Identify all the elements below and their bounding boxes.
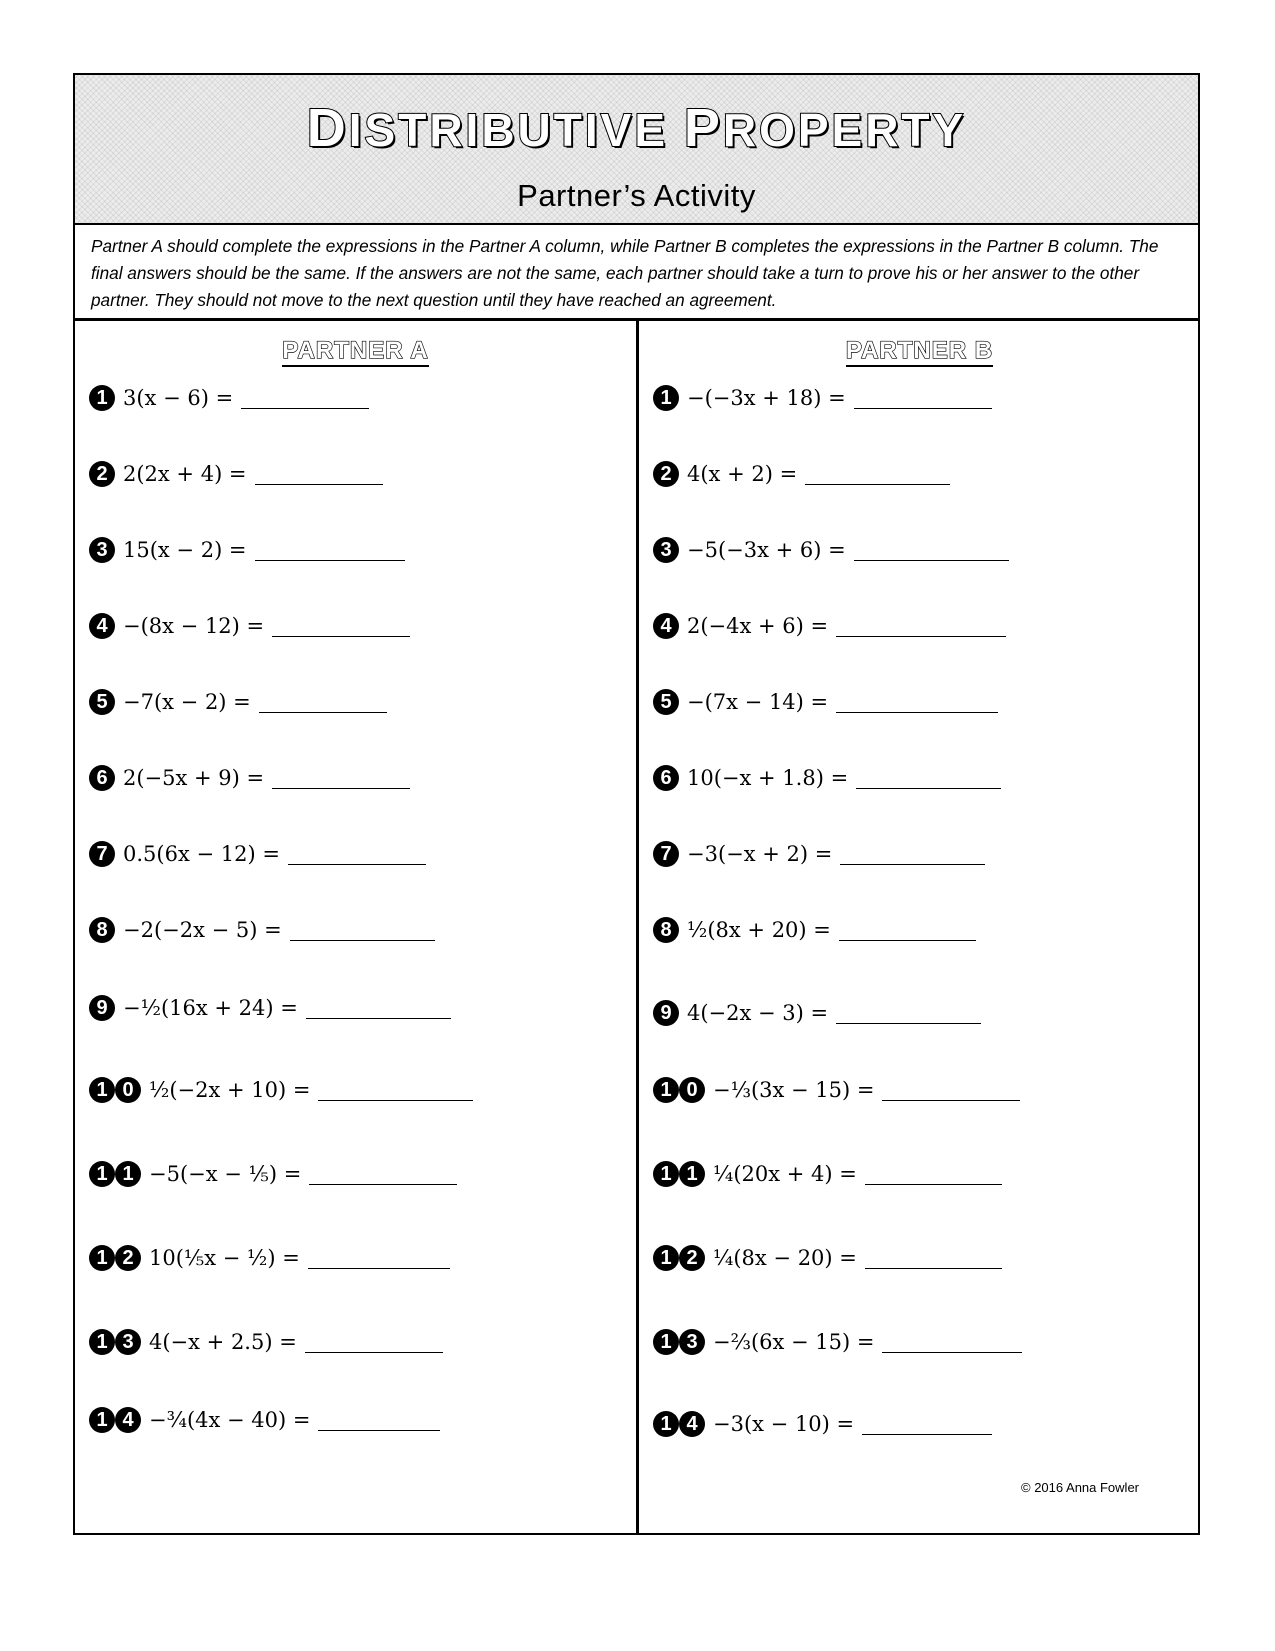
- problem-number-badge: 1 4: [89, 1407, 141, 1433]
- problem-number-badge: 4: [653, 613, 679, 639]
- partner-a-problem-8: [89, 913, 435, 947]
- instructions-text: Partner A should complete the expressions in the Partner A column, while Partner B completes the expressions in the Partner B column. The final answers should be the same. If the answers are not the same, each partner should take a turn to prove his or her answer to the other partner. They should not move to the next question until they have reached an agreement.: [75, 225, 1198, 321]
- partner-a-problem-7: [89, 837, 426, 871]
- partner-b-column: [639, 321, 1200, 1533]
- problem-expression: ¼(20x + 4) =: [713, 1162, 857, 1186]
- problem-expression: 10(⅕x − ½) =: [149, 1246, 300, 1270]
- problem-expression: 2(−5x + 9) =: [123, 766, 265, 790]
- answer-blank[interactable]: [854, 407, 992, 409]
- problem-expression: −5(−3x + 6) =: [687, 538, 846, 562]
- problem-number-badge: 7: [653, 841, 679, 867]
- partner-b-problem-10: [653, 1073, 1020, 1107]
- worksheet: [73, 73, 1200, 1535]
- partner-a-problem-1: [89, 381, 369, 415]
- answer-blank[interactable]: [839, 939, 976, 941]
- problem-expression: 2(−4x + 6) =: [687, 614, 829, 638]
- problem-number-badge: 1 1: [653, 1161, 705, 1187]
- partner-a-column: [75, 321, 639, 1533]
- problem-expression: 10(−x + 1.8) =: [687, 766, 849, 790]
- problem-number-badge: 4: [89, 613, 115, 639]
- problem-expression: −(−3x + 18) =: [687, 386, 846, 410]
- problem-expression: 3(x − 6) =: [123, 386, 234, 410]
- problem-number-badge: 6: [89, 765, 115, 791]
- answer-blank[interactable]: [882, 1099, 1020, 1101]
- problem-number-badge: 5: [89, 689, 115, 715]
- partner-b-problem-13: [653, 1325, 1022, 1359]
- problem-expression: −⅔(6x − 15) =: [713, 1330, 875, 1354]
- answer-blank[interactable]: [255, 559, 405, 561]
- answer-blank[interactable]: [255, 483, 383, 485]
- problem-expression: −5(−x − ⅕) =: [149, 1162, 302, 1186]
- partner-b-heading: PARTNER B: [639, 337, 1200, 365]
- partner-a-problem-9: [89, 991, 451, 1025]
- partner-b-problem-5: [653, 685, 998, 719]
- answer-blank[interactable]: [306, 1017, 451, 1019]
- problem-number-badge: 9: [653, 1000, 679, 1026]
- problem-expression: 4(−x + 2.5) =: [149, 1330, 297, 1354]
- problem-expression: −(7x − 14) =: [687, 690, 829, 714]
- problem-number-badge: 1 2: [653, 1245, 705, 1271]
- partner-a-problem-4: [89, 609, 410, 643]
- partner-a-problem-11: [89, 1157, 457, 1191]
- answer-blank[interactable]: [290, 939, 435, 941]
- answer-blank[interactable]: [318, 1429, 440, 1431]
- problem-expression: ½(8x + 20) =: [687, 918, 831, 942]
- problem-expression: −¾(4x − 40) =: [149, 1408, 311, 1432]
- partner-b-problem-9: [653, 996, 981, 1030]
- problem-number-badge: 1 3: [89, 1329, 141, 1355]
- problem-number-badge: 2: [653, 461, 679, 487]
- problem-number-badge: 7: [89, 841, 115, 867]
- partner-b-problem-3: [653, 533, 1009, 567]
- answer-blank[interactable]: [288, 863, 426, 865]
- answer-blank[interactable]: [272, 635, 410, 637]
- partner-b-problem-8: [653, 913, 976, 947]
- problem-expression: −7(x − 2) =: [123, 690, 251, 714]
- answer-blank[interactable]: [836, 711, 998, 713]
- copyright-notice: © 2016 Anna Fowler: [1021, 1480, 1139, 1495]
- partner-b-problem-1: [653, 381, 992, 415]
- partner-a-problem-10: [89, 1073, 473, 1107]
- problem-expression: 0.5(6x − 12) =: [123, 842, 280, 866]
- answer-blank[interactable]: [882, 1351, 1022, 1353]
- problem-number-badge: 1 0: [653, 1077, 705, 1103]
- answer-blank[interactable]: [309, 1183, 457, 1185]
- problem-number-badge: 1 0: [89, 1077, 141, 1103]
- problem-number-badge: 9: [89, 995, 115, 1021]
- problem-number-badge: 3: [89, 537, 115, 563]
- problem-expression: −3(x − 10) =: [713, 1412, 855, 1436]
- answer-blank[interactable]: [805, 483, 950, 485]
- page-title: DISTRIBUTIVE PROPERTY: [306, 98, 967, 158]
- partner-b-problem-2: [653, 457, 950, 491]
- problem-number-badge: 5: [653, 689, 679, 715]
- answer-blank[interactable]: [854, 559, 1009, 561]
- problem-expression: ½(−2x + 10) =: [149, 1078, 311, 1102]
- problem-expression: 2(2x + 4) =: [123, 462, 247, 486]
- problem-number-badge: 1 4: [653, 1411, 705, 1437]
- answer-blank[interactable]: [840, 863, 985, 865]
- problem-number-badge: 1 3: [653, 1329, 705, 1355]
- partner-b-problem-11: [653, 1157, 1002, 1191]
- problem-expression: 15(x − 2) =: [123, 538, 247, 562]
- problem-number-badge: 1: [89, 385, 115, 411]
- answer-blank[interactable]: [862, 1433, 992, 1435]
- answer-blank[interactable]: [272, 787, 410, 789]
- problem-number-badge: 8: [653, 917, 679, 943]
- partner-a-problem-5: [89, 685, 387, 719]
- answer-blank[interactable]: [865, 1267, 1002, 1269]
- problem-number-badge: 3: [653, 537, 679, 563]
- problem-expression: −⅓(3x − 15) =: [713, 1078, 875, 1102]
- problem-number-badge: 2: [89, 461, 115, 487]
- problem-expression: −2(−2x − 5) =: [123, 918, 282, 942]
- answer-blank[interactable]: [305, 1351, 443, 1353]
- page-subtitle: Partner’s Activity: [517, 178, 756, 213]
- partner-b-problem-7: [653, 837, 985, 871]
- answer-blank[interactable]: [259, 711, 387, 713]
- problem-expression: ¼(8x − 20) =: [713, 1246, 857, 1270]
- partner-b-problem-12: [653, 1241, 1002, 1275]
- partner-a-problem-3: [89, 533, 405, 567]
- problem-number-badge: 1 1: [89, 1161, 141, 1187]
- problem-expression: 4(−2x − 3) =: [687, 1001, 829, 1025]
- answer-blank[interactable]: [241, 407, 369, 409]
- partner-a-problem-12: [89, 1241, 450, 1275]
- answer-blank[interactable]: [836, 635, 1006, 637]
- worksheet-header: [75, 75, 1198, 225]
- answer-blank[interactable]: [308, 1267, 450, 1269]
- partner-b-problem-4: [653, 609, 1006, 643]
- problem-expression: −½(16x + 24) =: [123, 996, 298, 1020]
- problem-expression: 4(x + 2) =: [687, 462, 798, 486]
- problem-number-badge: 6: [653, 765, 679, 791]
- answer-blank[interactable]: [856, 787, 1001, 789]
- partner-b-problem-6: [653, 761, 1001, 795]
- answer-blank[interactable]: [865, 1183, 1002, 1185]
- partner-a-heading: PARTNER A: [75, 337, 636, 365]
- problem-expression: −3(−x + 2) =: [687, 842, 833, 866]
- partner-a-problem-14: [89, 1403, 440, 1437]
- partner-a-problem-2: [89, 457, 383, 491]
- answer-blank[interactable]: [318, 1099, 473, 1101]
- partner-a-problem-6: [89, 761, 410, 795]
- problem-number-badge: 8: [89, 917, 115, 943]
- problem-number-badge: 1: [653, 385, 679, 411]
- problem-number-badge: 1 2: [89, 1245, 141, 1271]
- partner-a-problem-13: [89, 1325, 443, 1359]
- answer-blank[interactable]: [836, 1022, 981, 1024]
- partner-b-problem-14: [653, 1407, 992, 1441]
- problem-expression: −(8x − 12) =: [123, 614, 265, 638]
